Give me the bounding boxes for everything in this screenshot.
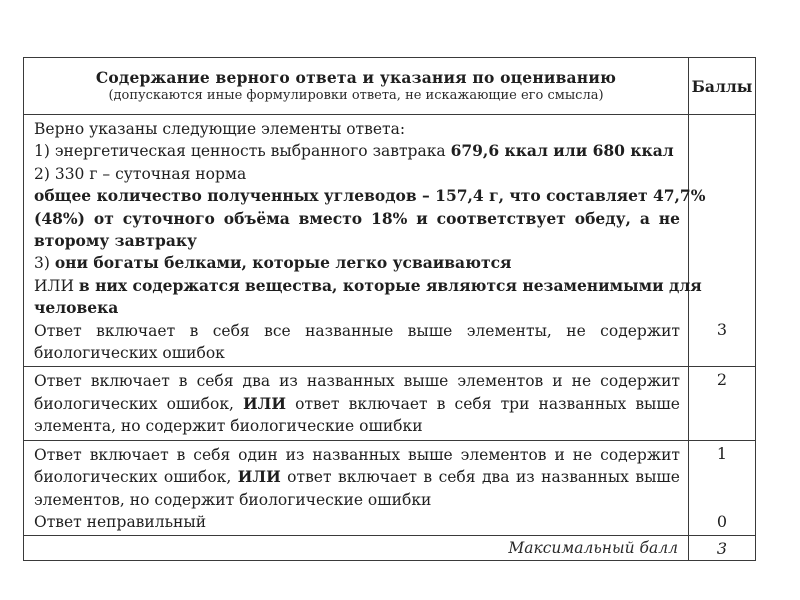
criterion-1-line-3: элементов, но содержит биологические ошибки	[34, 490, 432, 509]
element-3-prefix: 3)	[34, 254, 55, 273]
element-2-bold-line-3: второму завтраку	[34, 231, 197, 251]
criterion-2-line-2	[34, 393, 680, 415]
criterion-3-line-1: Ответ включает в себя все названные выше элементы, не содержит	[34, 321, 680, 340]
max-score-row	[24, 536, 756, 561]
header-row	[24, 58, 756, 115]
header-score-cell: Баллы	[689, 58, 756, 115]
header-title: Содержание верного ответа и указания по оцениванию	[95, 68, 617, 87]
criterion-2-or: ИЛИ	[243, 393, 287, 413]
element-1-value: 679,6 ккал или 680 ккал	[450, 141, 674, 161]
element-3-text: они богаты белками, которые легко усваиваются	[54, 253, 512, 273]
row-score-2	[24, 367, 756, 440]
criterion-1-line-1: Ответ включает в себя один из названных выше элементов и не содержит	[34, 445, 680, 464]
criterion-1-0-cell	[24, 440, 689, 536]
intro-line: Верно указаны следующие элементы ответа:	[34, 120, 406, 138]
criterion-2-line-2-pre: биологических ошибок,	[34, 394, 244, 413]
element-2-bold-line-2: (48%) от суточного объёма вместо 18% и соответствует обеду, а не	[34, 208, 680, 228]
criterion-0-line-1: Ответ неправильный	[34, 512, 207, 531]
element-2-bold-line-1: общее количество полученных углеводов – 157,4 г, что составляет 47,7%	[34, 186, 706, 206]
header-content-cell	[24, 58, 689, 115]
max-score-value: 3	[689, 536, 756, 561]
criterion-2-line-3: элемента, но содержит биологические ошибки	[34, 417, 423, 436]
criterion-2-line-2-post: ответ включает в себя три названных выше	[286, 394, 680, 413]
score-2-value: 2	[716, 370, 728, 390]
score-0-value: 0	[716, 511, 728, 531]
criterion-1-line-2-pre: биологических ошибок,	[34, 468, 238, 487]
element-2-norm-line: 2) 330 г – суточная норма	[34, 164, 247, 183]
criterion-1-line-2	[34, 466, 680, 488]
element-3-or-text: в них содержатся вещества, которые являются незаменимыми для	[78, 275, 702, 295]
score-1-0-cell	[689, 440, 756, 536]
element-3-or-line-2: человека	[34, 298, 119, 318]
criterion-1-line-2-post: ответ включает в себя два из названных выше	[280, 468, 680, 487]
element-3-line	[34, 252, 680, 274]
row-score-3	[24, 115, 756, 367]
header-subtitle: (допускаются иные формулировки ответа, не искажающие его смысла)	[108, 88, 604, 103]
grading-table	[23, 57, 756, 561]
element-1-prefix: 1) энергетическая ценность выбранного завтрака	[34, 142, 451, 161]
element-3-or-prefix: ИЛИ	[34, 276, 79, 295]
element-1-line	[34, 140, 680, 162]
score-3-cell	[689, 115, 756, 367]
criterion-3-line-2: биологических ошибок	[34, 344, 225, 363]
score-3-value: 3	[716, 320, 728, 339]
criterion-2-line-1: Ответ включает в себя два из названных выше элементов и не содержит	[34, 372, 680, 391]
answer-elements-text	[24, 115, 706, 366]
max-score-label: Максимальный балл	[24, 536, 689, 561]
answer-content-cell	[24, 115, 706, 367]
score-1-value: 1	[716, 443, 728, 463]
criterion-2-cell	[24, 367, 689, 440]
element-3-or-line-1	[34, 275, 702, 297]
score-2-cell	[689, 367, 756, 440]
row-score-1-0	[24, 440, 756, 536]
criterion-1-or: ИЛИ	[237, 467, 281, 487]
